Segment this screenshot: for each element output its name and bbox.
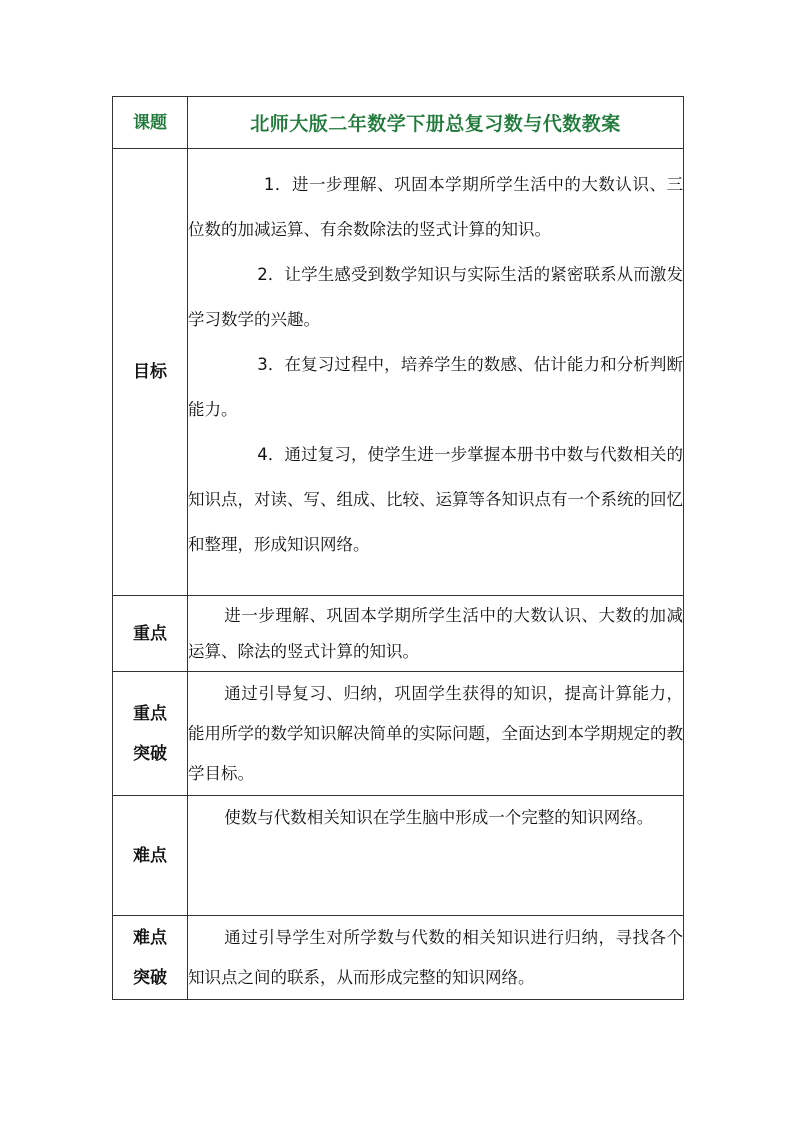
goal-item-4: 4．通过复习，使学生进一步掌握本册书中数与代数相关的知识点，对读、写、组成、比较、运算等各知识点有一个系统的回忆和整理，形成知识网络。	[188, 444, 683, 554]
key-breakthrough-label-line2: 突破	[133, 743, 167, 764]
difficulty-row	[113, 796, 684, 916]
goal-item-3: 3．在复习过程中，培养学生的数感、估计能力和分析判断能力。	[188, 354, 683, 419]
goals-content	[188, 149, 684, 596]
key-breakthrough-label-line1: 重点	[133, 703, 167, 724]
lesson-plan-table	[112, 96, 684, 1000]
difficulty-breakthrough-text: 通过引导学生对所学数与代数的相关知识进行归纳，寻找各个知识点之间的联系，从而形成完整的知识网络。	[188, 927, 683, 987]
topic-label: 课题	[113, 97, 188, 149]
difficulty-text: 使数与代数相关知识在学生脑中形成一个完整的知识网络。	[224, 808, 654, 827]
key-points-row	[113, 596, 684, 672]
key-breakthrough-row	[113, 672, 684, 796]
key-breakthrough-label	[113, 672, 188, 796]
key-breakthrough-content	[188, 672, 684, 796]
goals-row	[113, 149, 684, 596]
key-points-label: 重点	[113, 596, 188, 672]
goal-item-1: 1．进一步理解、巩固本学期所学生活中的大数认识、三位数的加减运算、有余数除法的竖式计算的知识。	[188, 174, 683, 239]
key-breakthrough-text: 通过引导复习、归纳，巩固学生获得的知识，提高计算能力，能用所学的数学知识解决简单的实际问题，全面达到本学期规定的教学目标。	[188, 683, 683, 783]
difficulty-breakthrough-label	[113, 916, 188, 1000]
difficulty-label: 难点	[113, 796, 188, 916]
difficulty-breakthrough-label-line2: 突破	[133, 967, 167, 988]
goals-label: 目标	[113, 149, 188, 596]
difficulty-breakthrough-label-line1: 难点	[133, 927, 167, 948]
difficulty-breakthrough-row	[113, 916, 684, 1000]
lesson-title: 北师大版二年数学下册总复习数与代数教案	[188, 97, 684, 149]
key-points-text: 进一步理解、巩固本学期所学生活中的大数认识、大数的加减运算、除法的竖式计算的知识。	[188, 605, 683, 661]
title-row	[113, 97, 684, 149]
key-points-content	[188, 596, 684, 672]
difficulty-content	[188, 796, 684, 916]
goal-item-2: 2．让学生感受到数学知识与实际生活的紧密联系从而激发学习数学的兴趣。	[188, 264, 683, 329]
difficulty-breakthrough-content	[188, 916, 684, 1000]
